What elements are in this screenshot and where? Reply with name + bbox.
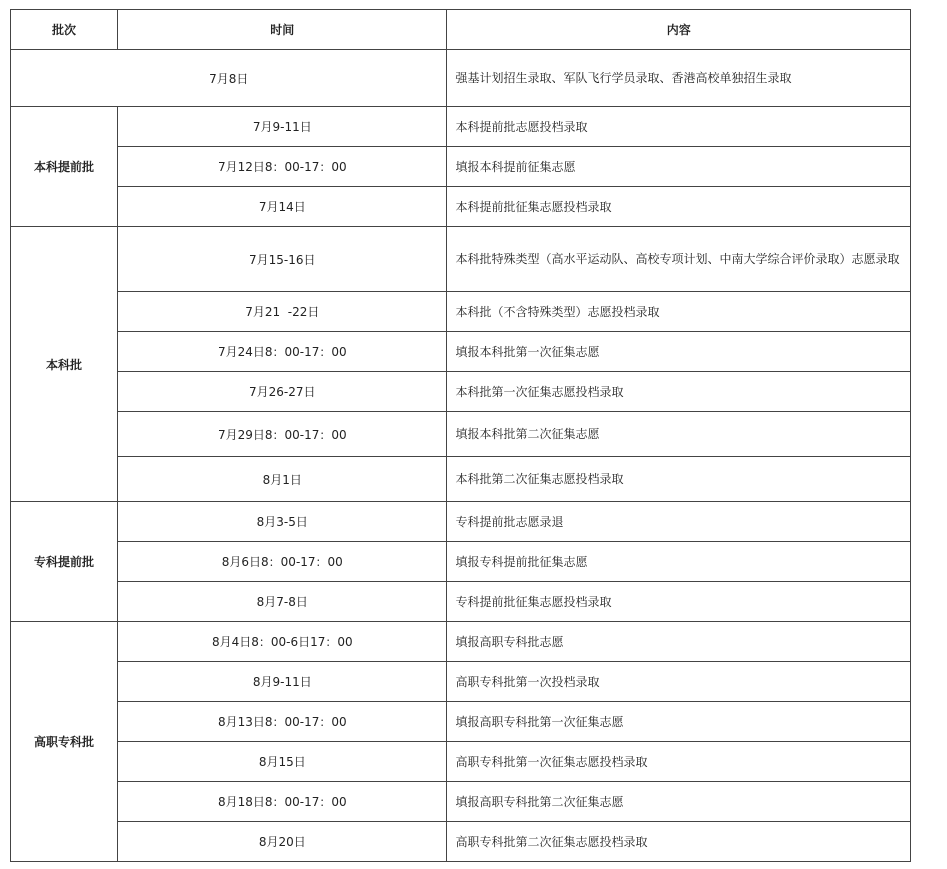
table-row (11, 332, 911, 372)
time-cell: 7月8日 (11, 50, 447, 107)
time-cell: 8月3-5日 (118, 502, 447, 542)
content-cell: 本科批第二次征集志愿投档录取 (447, 457, 911, 502)
content-cell: 强基计划招生录取、军队飞行学员录取、香港高校单独招生录取 (447, 50, 911, 107)
time-cell: 8月1日 (118, 457, 447, 502)
time-cell: 8月13日8：00-17：00 (118, 702, 447, 742)
content-cell: 本科提前批志愿投档录取 (447, 107, 911, 147)
content-cell: 填报高职专科批第一次征集志愿 (447, 702, 911, 742)
table-row (11, 662, 911, 702)
time-cell: 8月20日 (118, 822, 447, 862)
table-row (11, 292, 911, 332)
table-row (11, 147, 911, 187)
content-cell: 填报专科提前批征集志愿 (447, 542, 911, 582)
header-row (11, 10, 911, 50)
time-cell: 7月26-27日 (118, 372, 447, 412)
content-cell: 填报本科批第一次征集志愿 (447, 332, 911, 372)
header-content: 内容 (447, 10, 911, 50)
table-row (11, 622, 911, 662)
batch-cell: 高职专科批 (11, 622, 118, 862)
table-row (11, 50, 911, 107)
time-cell: 7月15-16日 (118, 227, 447, 292)
content-cell: 本科批（不含特殊类型）志愿投档录取 (447, 292, 911, 332)
table-row (11, 412, 911, 457)
batch-cell: 专科提前批 (11, 502, 118, 622)
table-row (11, 542, 911, 582)
admission-schedule (10, 9, 911, 862)
time-cell: 7月14日 (118, 187, 447, 227)
content-cell: 专科提前批志愿录退 (447, 502, 911, 542)
table-row (11, 582, 911, 622)
time-cell: 7月12日8：00-17：00 (118, 147, 447, 187)
time-cell: 7月9-11日 (118, 107, 447, 147)
time-cell: 7月24日8：00-17：00 (118, 332, 447, 372)
table-row (11, 502, 911, 542)
content-cell: 高职专科批第二次征集志愿投档录取 (447, 822, 911, 862)
time-cell: 7月29日8：00-17：00 (118, 412, 447, 457)
batch-cell: 本科提前批 (11, 107, 118, 227)
content-cell: 填报高职专科批第二次征集志愿 (447, 782, 911, 822)
table-row (11, 782, 911, 822)
time-cell: 8月15日 (118, 742, 447, 782)
time-cell: 8月9-11日 (118, 662, 447, 702)
content-cell: 高职专科批第一次投档录取 (447, 662, 911, 702)
table-row (11, 742, 911, 782)
content-cell: 本科批特殊类型（高水平运动队、高校专项计划、中南大学综合评价录取）志愿录取 (447, 227, 911, 292)
time-cell: 8月18日8：00-17：00 (118, 782, 447, 822)
table-row (11, 187, 911, 227)
table-row (11, 107, 911, 147)
header-time: 时间 (118, 10, 447, 50)
header-batch: 批次 (11, 10, 118, 50)
time-cell: 8月7-8日 (118, 582, 447, 622)
time-cell: 8月6日8：00-17：00 (118, 542, 447, 582)
table-row (11, 702, 911, 742)
content-cell: 专科提前批征集志愿投档录取 (447, 582, 911, 622)
content-cell: 填报本科批第二次征集志愿 (447, 412, 911, 457)
content-cell: 高职专科批第一次征集志愿投档录取 (447, 742, 911, 782)
content-cell: 填报高职专科批志愿 (447, 622, 911, 662)
table-row (11, 457, 911, 502)
time-cell: 7月21 -22日 (118, 292, 447, 332)
table-row (11, 372, 911, 412)
table-row (11, 227, 911, 292)
content-cell: 本科批第一次征集志愿投档录取 (447, 372, 911, 412)
time-cell: 8月4日8：00-6日17：00 (118, 622, 447, 662)
content-cell: 填报本科提前征集志愿 (447, 147, 911, 187)
batch-cell: 本科批 (11, 227, 118, 502)
schedule-table (10, 9, 911, 862)
table-row (11, 822, 911, 862)
content-cell: 本科提前批征集志愿投档录取 (447, 187, 911, 227)
